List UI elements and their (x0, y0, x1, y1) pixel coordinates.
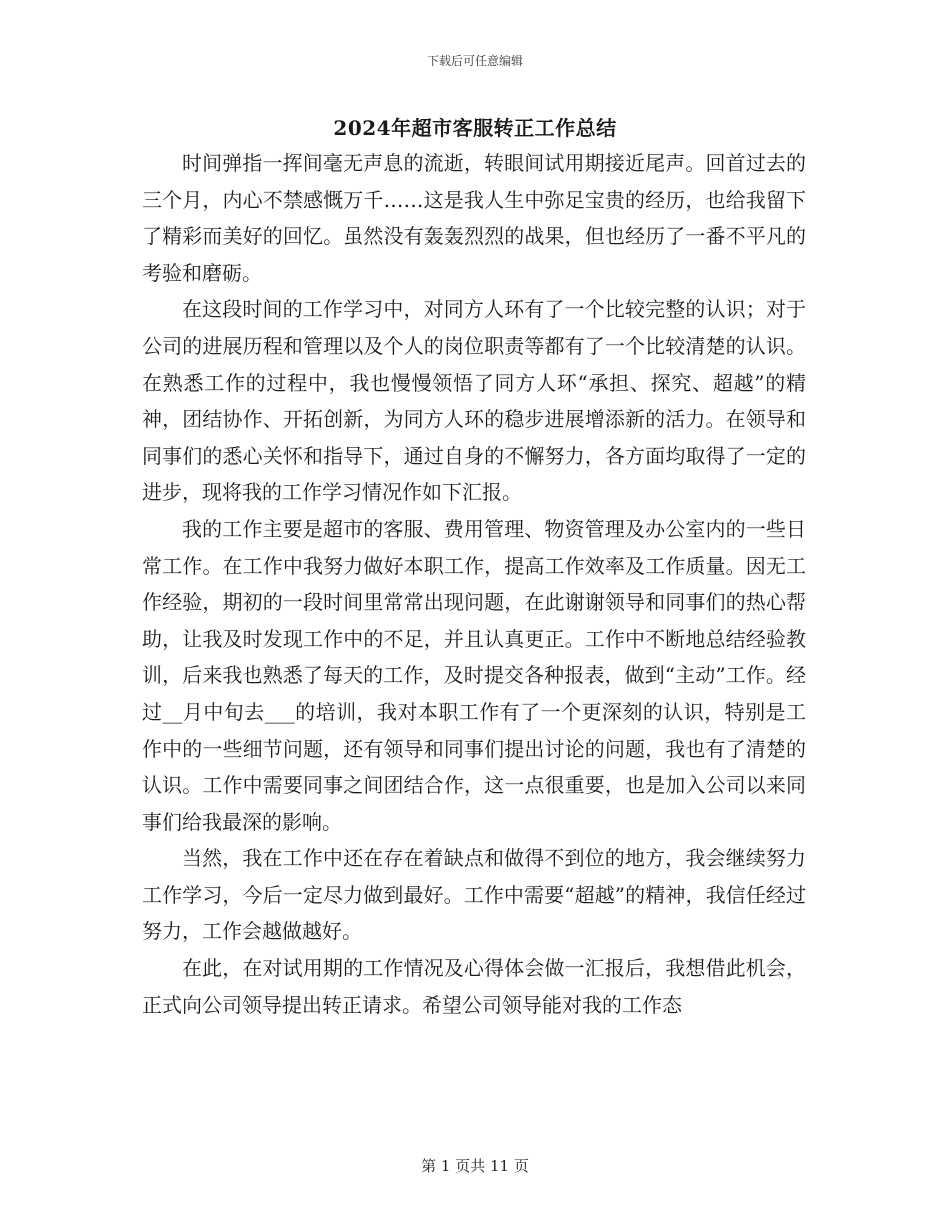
paragraph: 当然，我在工作中还在存在着缺点和做得不到位的地方，我会继续努力工作学习，今后一定尽力做到最好。工作中需要“超越”的精神，我信任经过努力，工作会越做越好。 (142, 846, 806, 944)
page-number: 第 1 页共 11 页 (421, 1157, 529, 1175)
paragraph: 在此，在对试用期的工作情况及心得体会做一汇报后，我想借此机会，正式向公司领导提出转正请求。希望公司领导能对我的工作态 (142, 956, 806, 1017)
document-body (142, 145, 806, 1023)
paragraph: 在这段时间的工作学习中，对同方人环有了一个比较完整的认识；对于公司的进展历程和管理以及个人的岗位职责等都有了一个比较清楚的认识。在熟悉工作的过程中，我也慢慢领悟了同方人环“承担、探究、超越”的精神，团结协作、开拓创新，为同方人环的稳步进展增添新的活力。在领导和同事们的悉心关怀和指导下，通过自身的不懈努力，各方面均取得了一定的进步，现将我的工作学习情况作如下汇报。 (142, 297, 806, 505)
document-title: 2024年超市客服转正工作总结 (333, 116, 617, 140)
paragraph: 我的工作主要是超市的客服、费用管理、物资管理及办公室内的一些日常工作。在工作中我努力做好本职工作，提高工作效率及工作质量。因无工作经验，期初的一段时间里常常出现问题，在此谢谢领导和同事们的热心帮助，让我及时发现工作中的不足，并且认真更正。工作中不断地总结经验教训，后来我也熟悉了每天的工作，及时提交各种报表，做到“主动”工作。经过__月中旬去___的培训，我对本职工作有了一个更深刻的认识，特别是工作中的一些细节问题，还有领导和同事们提出讨论的问题，我也有了清楚的认识。工作中需要同事之间团结合作，这一点很重要，也是加入公司以来同事们给我最深的影响。 (142, 516, 806, 834)
page-header-note: 下载后可任意编辑 (426, 54, 523, 68)
paragraph: 时间弹指一挥间毫无声息的流逝，转眼间试用期接近尾声。回首过去的三个月，内心不禁感慨万千……这是我人生中弥足宝贵的经历，也给我留下了精彩而美好的回忆。虽然没有轰轰烈烈的战果，但也经历了一番不平凡的考验和磨砺。 (142, 151, 806, 285)
